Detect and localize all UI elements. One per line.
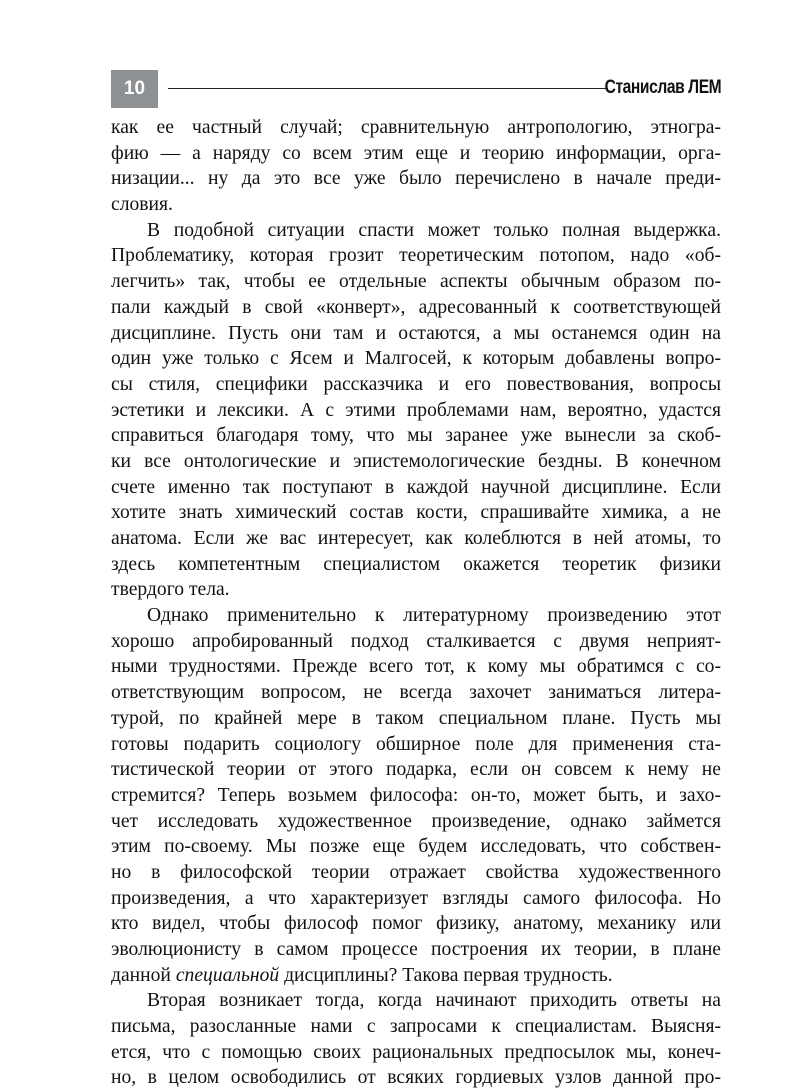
body-text	[111, 115, 721, 1091]
running-header	[111, 70, 721, 108]
italic-word: специальной	[175, 964, 280, 986]
text-line: В подобной ситуации спасти может только полная выдержка.	[147, 219, 721, 241]
text-line: готовы подарить социологу обширное поле для применения ста-	[111, 733, 721, 755]
text-line-with-italic	[111, 963, 721, 989]
text-line: ответствующим вопросом, не всегда захочет заниматься литера-	[111, 682, 721, 704]
text-line: анатома. Если же вас интересует, как колеблются в ней атомы, то	[111, 528, 721, 549]
text-line: твердого тела.	[111, 579, 230, 601]
text-line: один уже только с Ясем и Малгосей, к которым добавлены вопро-	[111, 348, 721, 370]
text-line: ными трудностями. Прежде всего тот, к кому мы обратимся с со-	[111, 656, 721, 678]
text-line: кто видел, чтобы философ помог физику, анатому, механику или	[111, 913, 721, 935]
text-line: здесь компетентным специалистом окажется теоретик физики	[111, 553, 721, 575]
text-line: тистической теории от этого подарка, если он совсем к нему не	[111, 759, 721, 781]
text-line: хорошо апробированный подход сталкивается с двумя неприят-	[111, 630, 721, 652]
text-line: дисциплине. Пусть они там и остаются, а мы останемся один на	[111, 322, 721, 344]
text-line: ки все онтологические и эпистемологические бездны. В конечном	[111, 450, 721, 472]
text-line: но, в целом освободились от всяких гордиевых узлов данной про-	[111, 1067, 721, 1089]
text-line: сы стиля, специфики рассказчика и его повествования, вопросы	[111, 373, 721, 395]
text-line: справиться благодаря тому, что мы заранее уже вынесли за скоб-	[111, 425, 721, 447]
text-line: письма, разосланные нами с запросами к специалистам. Выясня-	[111, 1016, 721, 1038]
text-line: фию — а наряду со всем этим еще и теорию информации, орга-	[111, 142, 721, 164]
text-line: как ее частный случай; сравнительную антропологию, этногра-	[111, 117, 721, 138]
text-line: стремится? Теперь возьмем философа: он-то, может быть, и захо-	[111, 784, 721, 806]
text-line: хотите знать химический состав кости, спрашивайте химика, а не	[111, 502, 721, 524]
text-line: низации... ну да это все уже было перечислено в начале преди-	[111, 168, 721, 190]
page-number: 10	[111, 70, 158, 108]
text-line: этим по-своему. Мы позже еще будем исследовать, что собствен-	[111, 836, 721, 858]
running-head-author: Станислав ЛЕМ	[604, 77, 721, 98]
text-line: чет исследовать художественное произведение, однако займется	[111, 810, 721, 832]
text-line: произведения, а что характеризует взгляды самого философа. Но	[111, 887, 721, 909]
text-line: эволюционисту в самом процессе построения их теории, в плане	[111, 939, 721, 960]
text-line: ется, что с помощью своих рациональных предпосылок мы, конеч-	[111, 1041, 721, 1063]
text-line: турой, по крайней мере в таком специальном плане. Пусть мы	[111, 707, 721, 729]
text-line: Вторая возникает тогда, когда начинают приходить ответы на	[147, 990, 721, 1012]
text-line: Однако применительно к литературному произведению этот	[147, 605, 721, 627]
line-lead: данной	[111, 964, 176, 986]
text-line: счете именно так поступают в каждой научной дисциплине. Если	[111, 476, 721, 498]
header-rule	[168, 88, 608, 89]
text-line: словия.	[111, 194, 173, 216]
text-line: Проблематику, которая грозит теоретическим потопом, надо «об-	[111, 245, 721, 267]
text-line: легчить» так, чтобы ее отдельные аспекты обычным образом по-	[111, 271, 721, 293]
text-line: но в философской теории отражает свойства художественного	[111, 861, 721, 883]
text-line: эстетики и лексики. А с этими проблемами нам, вероятно, удастся	[111, 399, 721, 421]
text-line: пали каждый в свой «конверт», адресованный к соответствующей	[111, 296, 721, 318]
line-tail: дисциплины? Такова первая трудность.	[279, 964, 613, 986]
